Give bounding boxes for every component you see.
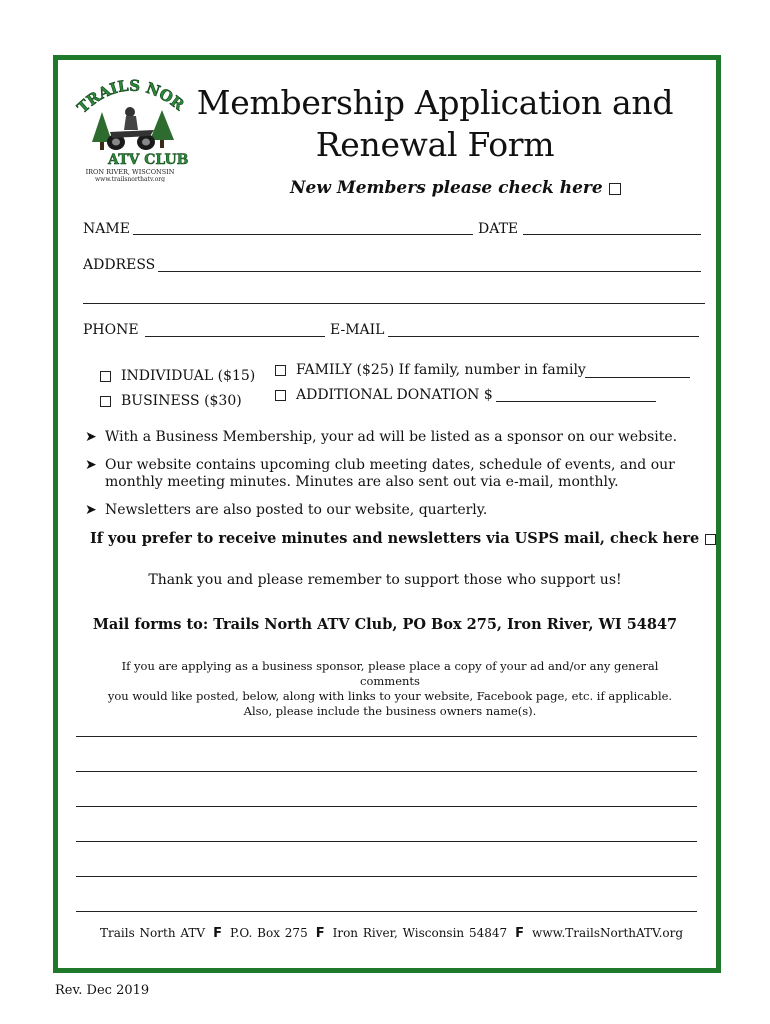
address-field[interactable] [158, 271, 701, 272]
sponsor-note: If you are applying as a business sponsor, please place a copy of your ad and/or any general comments you would like posted, below, along with links to your website, Facebook page, etc. if applicable. Also, please include the business owners name(s). [107, 659, 673, 718]
new-members-label: New Members please check here [290, 178, 621, 198]
arrow-icon: ➤ [85, 502, 97, 518]
donation-checkbox[interactable] [275, 390, 286, 401]
separator-icon: F [515, 926, 525, 941]
new-member-checkbox[interactable] [609, 183, 621, 195]
family-option[interactable]: FAMILY ($25) If family, number in family [275, 362, 586, 378]
date-label: DATE [478, 221, 519, 237]
separator-icon: F [213, 926, 222, 941]
comment-line[interactable] [76, 876, 697, 877]
mail-to-text: Mail forms to: Trails North ATV Club, PO Box 275, Iron River, WI 54847 [92, 616, 678, 633]
individual-option[interactable]: INDIVIDUAL ($15) [100, 368, 255, 384]
comment-line[interactable] [76, 736, 697, 737]
logo-bottom-text: ATV CLUB [108, 152, 189, 168]
comment-line[interactable] [76, 841, 697, 842]
family-checkbox[interactable] [275, 365, 286, 376]
logo-location: IRON RIVER, WISCONSIN [85, 168, 175, 176]
comment-line[interactable] [76, 771, 697, 772]
arrow-icon: ➤ [85, 429, 97, 445]
logo-top-text: TRAILS NOR [73, 76, 188, 117]
usps-label: If you prefer to receive minutes and newsletters via USPS mail, check here [90, 530, 716, 547]
comment-line[interactable] [76, 911, 697, 912]
address-field-line2[interactable] [83, 303, 705, 304]
bullet-item: ➤ Our website contains upcoming club meeting dates, schedule of events, and our monthly meeting minutes. Minutes are also sent out via e-mail, monthly. [85, 457, 675, 490]
donation-amount-field[interactable] [496, 401, 656, 402]
name-field[interactable] [133, 234, 473, 235]
arrow-icon: ➤ [85, 457, 97, 473]
revision-label: Rev. Dec 2019 [55, 983, 150, 998]
bullet-item: ➤ Newsletters are also posted to our website, quarterly. [85, 502, 488, 518]
separator-icon: F [315, 926, 325, 941]
footer: Trails North ATV F P.O. Box 275 F Iron River, Wisconsin 54847 F www.TrailsNorthATV.org [100, 926, 684, 941]
phone-label: PHONE [83, 322, 139, 338]
email-label: E-MAIL [330, 322, 385, 338]
name-label: NAME [83, 221, 130, 237]
page-title: Membership Application and Renewal Form [196, 83, 674, 164]
date-field[interactable] [523, 234, 701, 235]
thank-you-text: Thank you and please remember to support those who support us! [148, 572, 622, 588]
business-option[interactable]: BUSINESS ($30) [100, 393, 242, 409]
family-count-field[interactable] [585, 377, 690, 378]
individual-checkbox[interactable] [100, 371, 111, 382]
bullet-item: ➤ With a Business Membership, your ad will be listed as a sponsor on our website. [85, 429, 678, 445]
business-checkbox[interactable] [100, 396, 111, 407]
club-logo [70, 72, 190, 182]
usps-checkbox[interactable] [705, 534, 716, 545]
donation-option[interactable]: ADDITIONAL DONATION $ [275, 387, 493, 403]
comment-line[interactable] [76, 806, 697, 807]
phone-field[interactable] [145, 336, 325, 337]
logo-website: www.trailsnorthatv.org [95, 176, 165, 182]
email-field[interactable] [388, 336, 699, 337]
address-label: ADDRESS [83, 257, 156, 273]
